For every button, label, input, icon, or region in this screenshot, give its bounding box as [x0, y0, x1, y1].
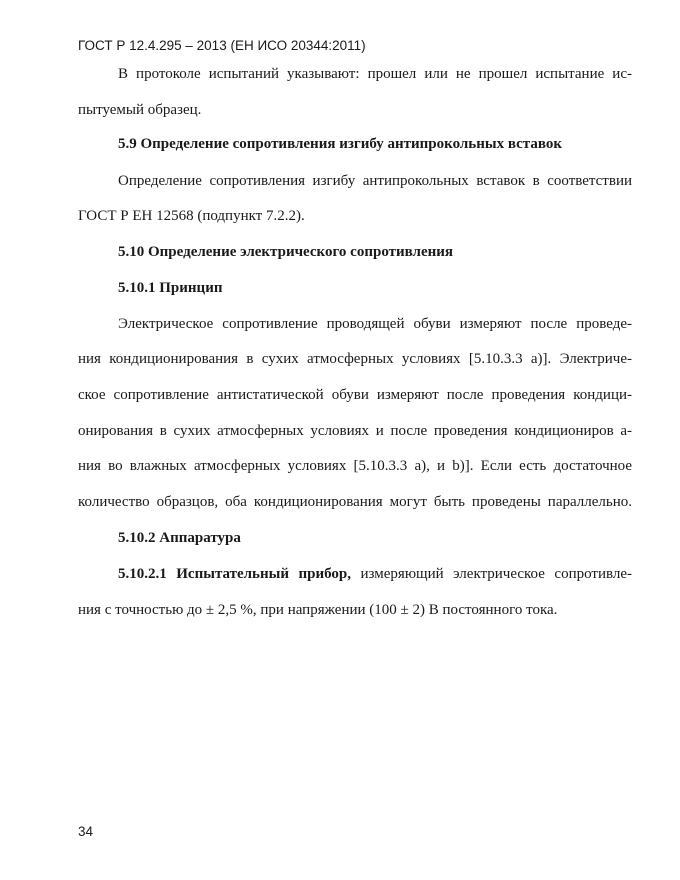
paragraph-text: измеряющий электрическое сопротивле-	[351, 566, 633, 582]
paragraph-line: Электрическое сопротивление проводящей обуви измеряют после проведе-	[118, 316, 632, 332]
page-number: 34	[78, 824, 94, 839]
subsection-lead: 5.10.2.1 Испытательный прибор,	[118, 566, 352, 582]
paragraph-line: ния кондиционирования в сухих атмосферных условиях [5.10.3.3 а)]. Электриче-	[78, 351, 632, 367]
paragraph-line: ГОСТ Р ЕН 12568 (подпункт 7.2.2).	[78, 208, 305, 224]
section-heading-5-10: 5.10 Определение электрического сопротивления	[118, 244, 454, 260]
paragraph-line: пытуемый образец.	[78, 102, 202, 118]
paragraph-line: ское сопротивление антистатической обуви измеряют после проведения кондици-	[78, 387, 632, 403]
paragraph-line: онирования в сухих атмосферных условиях и после проведения кондициониров а-	[78, 423, 632, 439]
page-header: ГОСТ Р 12.4.295 – 2013 (ЕН ИСО 20344:2011)	[78, 38, 366, 53]
paragraph-line: количество образцов, оба кондиционирования могут быть проведены параллельно.	[78, 494, 632, 510]
paragraph-line: В протоколе испытаний указывают: прошел или не прошел испытание ис-	[118, 66, 632, 82]
section-heading-5-10-2: 5.10.2 Аппаратура	[118, 530, 241, 546]
paragraph-line	[118, 566, 632, 583]
paragraph-line: Определение сопротивления изгибу антипрокольных вставок в соответствии	[118, 173, 632, 189]
section-heading-5-10-1: 5.10.1 Принцип	[118, 280, 223, 296]
paragraph-line: ния с точностью до ± 2,5 %, при напряжении (100 ± 2) В постоянного тока.	[78, 602, 558, 618]
section-heading-5-9: 5.9 Определение сопротивления изгибу антипрокольных вставок	[118, 136, 562, 152]
paragraph-line: ния во влажных атмосферных условиях [5.10.3.3 а), и b)]. Если есть достаточное	[78, 458, 632, 474]
